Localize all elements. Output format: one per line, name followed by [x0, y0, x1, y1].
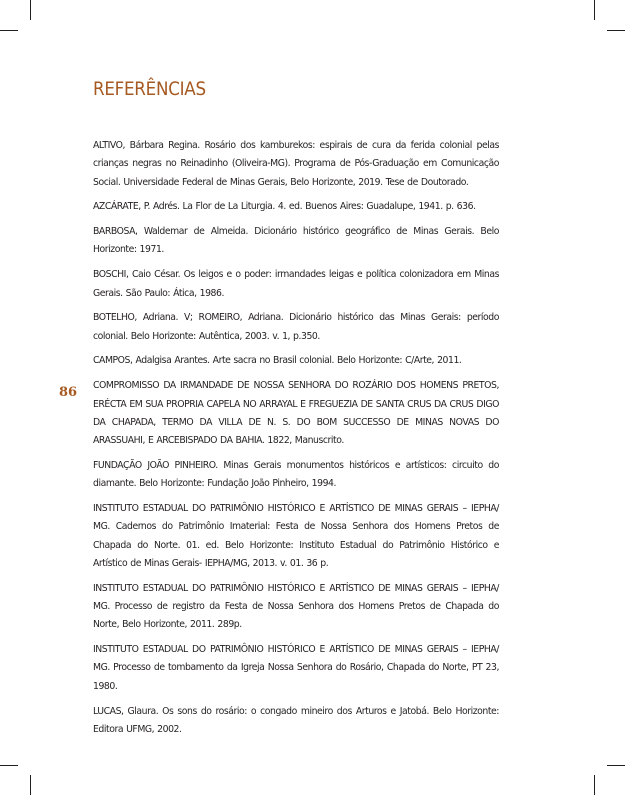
- crop-mark-top-left-horizontal: [0, 30, 18, 31]
- crop-mark-top-left: [30, 0, 31, 20]
- crop-mark-top-right: [594, 0, 595, 20]
- reference-entry: BARBOSA, Waldemar de Almeida. Dicionário histórico geográfico de Minas Gerais. Belo Horizonte: 1971.: [93, 226, 499, 256]
- reference-entry: LUCAS, Glaura. Os sons do rosário: o congado mineiro dos Arturos e Jatobá. Belo Horizonte: Editora UFMG, 2002.: [93, 705, 499, 735]
- crop-mark-top-right-horizontal: [607, 30, 625, 31]
- reference-entry: BOSCHI, Caio César. Os leigos e o poder: irmandades leigas e política colonizadora em Minas Gerais. São Paulo: Ática, 1986.: [93, 269, 499, 299]
- reference-entry: BOTELHO, Adriana. V; ROMEIRO, Adriana. Dicionário histórico das Minas Gerais: período colonial. Belo Horizonte: Autêntica, 2003. v. 1, p.350.: [93, 312, 499, 342]
- page-title: REFERÊNCIAS: [93, 78, 206, 100]
- reference-entry: AZCÁRATE, P. Adrés. La Flor de La Liturgia. 4. ed. Buenos Aires: Guadalupe, 1941. p. 636.: [93, 201, 476, 213]
- reference-entry: ALTIVO, Bárbara Regina. Rosário dos kamburekos: espirais de cura da ferida colonial pelas crianças negras no Reinadinho (Oliveira-MG). Programa de Pós-Graduação em Comunicação Social. Universidade Federal de Minas Gerais, Belo Horizonte, 2019. Tese de Doutorado.: [93, 140, 499, 188]
- reference-entry: CAMPOS, Adalgisa Arantes. Arte sacra no Brasil colonial. Belo Horizonte: C/Arte, 2011.: [93, 355, 462, 367]
- reference-entry: INSTITUTO ESTADUAL DO PATRIMÔNIO HISTÓRICO E ARTÍSTICO DE MINAS GERAIS – IEPHA/ MG. Processo de registro da Festa de Nossa Senhora dos Homens Pretos de Chapada do Norte, Belo Horizonte, 2011. 289p.: [93, 582, 499, 631]
- reference-entry: INSTITUTO ESTADUAL DO PATRIMÔNIO HISTÓRICO E ARTÍSTICO DE MINAS GERAIS – IEPHA/ MG. Processo de tombamento da Igreja Nossa Senhora do Rosário, Chapada do Norte, PT 23, 1980.: [93, 644, 499, 692]
- reference-entry: COMPROMISSO DA IRMANDADE DE NOSSA SENHORA DO ROZÁRIO DOS HOMENS PRETOS, ERÉCTA EM SUA PROPRIA CAPELA NO ARRAYAL E FREGUEZIA DE SANTA CRUS DA CRUS DIGO DA CHAPADA, TERMO DA VILLA DE N. S. DO BOM SUCCESSO DE MINAS NOVAS DO ARASSUAHI, E ARCEBISPADO DA BAHIA. 1822, Manuscrito.: [93, 380, 499, 447]
- crop-mark-bottom-right-horizontal: [607, 765, 625, 766]
- reference-list: [93, 137, 499, 746]
- crop-mark-bottom-left-horizontal: [0, 765, 18, 766]
- page-number: 86: [59, 385, 78, 400]
- reference-entry: INSTITUTO ESTADUAL DO PATRIMÔNIO HISTÓRICO E ARTÍSTICO DE MINAS GERAIS – IEPHA/ MG. Cadernos do Patrimônio Imaterial: Festa de Nossa Senhora dos Homens Pretos de Chapada do Norte. 01. ed. Belo Horizonte: Instituto Estadual do Patrimônio Histórico e Artístico de Minas Gerais- IEPHA/MG, 2013. v. 01. 36 p.: [93, 503, 499, 569]
- crop-mark-bottom-right: [594, 775, 595, 795]
- reference-entry: FUNDAÇÃO JOÃO PINHEIRO. Minas Gerais monumentos históricos e artísticos: circuito do diamante. Belo Horizonte: Fundação João Pinheiro, 1994.: [93, 459, 499, 490]
- crop-mark-bottom-left: [30, 775, 31, 795]
